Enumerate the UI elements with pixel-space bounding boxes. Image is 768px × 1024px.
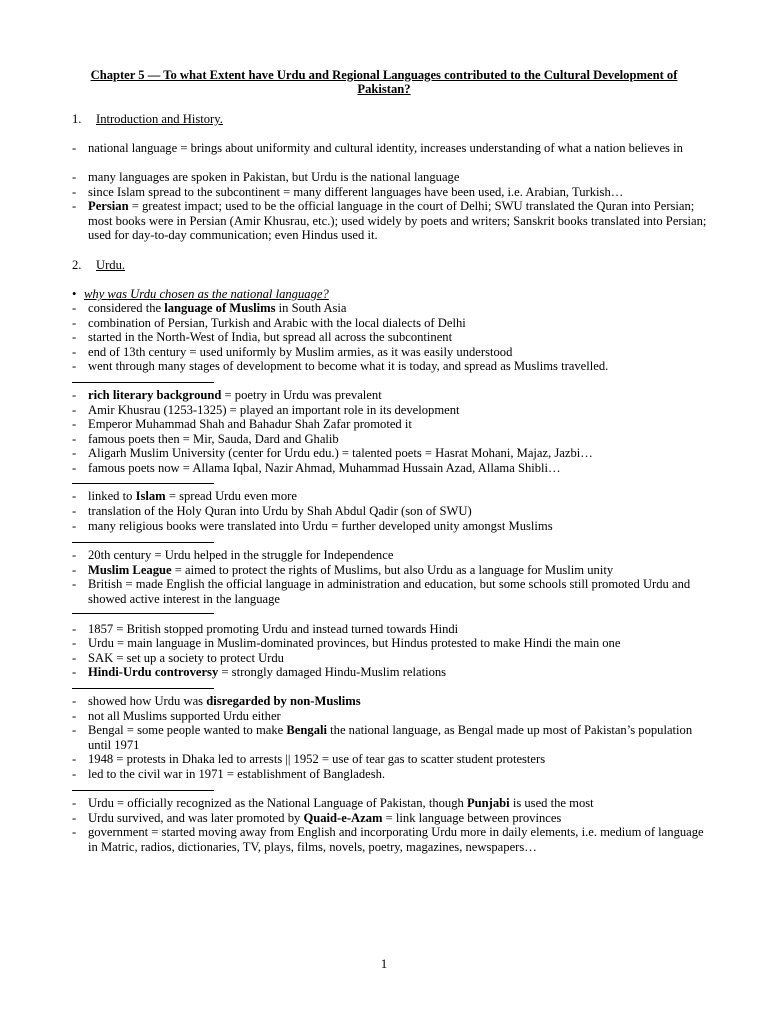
bullet-marker: -: [72, 170, 77, 184]
bullet-item: [72, 199, 712, 243]
bullet-item: [72, 359, 712, 374]
bullet-marker: -: [72, 345, 77, 359]
bullet-marker: -: [72, 185, 77, 199]
bullet-text-part: = spread Urdu even more: [165, 489, 297, 503]
bullet-item: [72, 403, 712, 418]
bullet-text-part: many languages are spoken in Pakistan, but Urdu is the national language: [88, 170, 460, 184]
bullet-text-part: 1857 = British stopped promoting Urdu and instead turned towards Hindi: [88, 622, 459, 636]
bullet-text: [88, 461, 712, 476]
bullet-emphasis: disregarded by non-Muslims: [206, 694, 361, 708]
bullet-emphasis: Muslim League: [88, 563, 172, 577]
group-separator: [72, 542, 214, 543]
bullet-text: [88, 723, 712, 752]
bullet-marker: -: [72, 694, 77, 708]
bullet-text: [88, 519, 712, 534]
bullet-marker: -: [72, 446, 77, 460]
bullet-item: [72, 665, 712, 680]
bullet-text: [88, 141, 712, 156]
bullet-marker: -: [72, 548, 77, 562]
bullet-marker: -: [72, 403, 77, 417]
bullet-marker: -: [72, 665, 77, 679]
bullet-text-part: 20th century = Urdu helped in the struggle for Independence: [88, 548, 394, 562]
bullet-text-part: since Islam spread to the subcontinent = many different languages have been used, i.e. Arabian, Turkish…: [88, 185, 624, 199]
bullet-marker: -: [72, 563, 77, 577]
bullet-item: [72, 622, 712, 637]
bullet-emphasis: rich literary background: [88, 388, 222, 402]
bullet-marker: -: [72, 651, 77, 665]
bullet-marker: -: [72, 825, 77, 839]
section-heading: [72, 112, 223, 127]
bullet-marker: -: [72, 811, 77, 825]
bullet-text: [88, 417, 712, 432]
group-separator: [72, 382, 214, 383]
bullet-text-part: Urdu survived, and was later promoted by: [88, 811, 304, 825]
question-text: why was Urdu chosen as the national language?: [84, 287, 329, 301]
bullet-marker: -: [72, 141, 77, 155]
bullet-text: [88, 622, 712, 637]
bullet-item: [72, 811, 712, 826]
bullet-item: [72, 388, 712, 403]
bullet-emphasis: language of Muslims: [164, 301, 276, 315]
bullet-item: [72, 301, 712, 316]
section-heading-text: Urdu.: [96, 258, 126, 272]
bullet-emphasis: Islam: [135, 489, 166, 503]
bullet-item: [72, 709, 712, 724]
bullet-text: [88, 403, 712, 418]
bullet-text-part: went through many stages of development to become what it is today, and spread as Muslims travelled.: [88, 359, 609, 373]
bullet-item: [72, 461, 712, 476]
bullet-text: [88, 504, 712, 519]
question-marker: •: [72, 287, 77, 301]
bullet-item: [72, 504, 712, 519]
bullet-text: [88, 636, 712, 651]
bullet-text: [88, 825, 712, 854]
bullet-text-part: = poetry in Urdu was prevalent: [221, 388, 382, 402]
bullet-text: [88, 709, 712, 724]
bullet-text-part: Aligarh Muslim University (center for Urdu edu.) = talented poets = Hasrat Mohani, Majaz, Jazbi…: [88, 446, 593, 460]
bullet-text-part: = aimed to protect the rights of Muslims, but also Urdu as a language for Muslim unity: [171, 563, 614, 577]
group-separator: [72, 688, 214, 689]
group-separator: [72, 483, 214, 484]
bullet-item: [72, 170, 712, 185]
bullet-text: [88, 651, 712, 666]
bullet-item: [72, 723, 712, 752]
bullet-marker: -: [72, 622, 77, 636]
bullet-marker: -: [72, 417, 77, 431]
page-number: 1: [380, 956, 388, 971]
question-line: [72, 287, 329, 302]
bullet-text: [88, 388, 712, 403]
bullet-marker: -: [72, 504, 77, 518]
bullet-item: [72, 796, 712, 811]
bullet-text-part: famous poets now = Allama Iqbal, Nazir Ahmad, Muhammad Hussain Azad, Allama Shibli…: [88, 461, 561, 475]
bullet-marker: -: [72, 199, 77, 213]
bullet-item: [72, 417, 712, 432]
bullet-emphasis: Persian: [88, 199, 129, 213]
bullet-text: [88, 359, 712, 374]
bullet-text: [88, 316, 712, 331]
bullet-item: [72, 767, 712, 782]
bullet-text: [88, 811, 712, 826]
bullet-item: [72, 345, 712, 360]
page-title: Chapter 5 — To what Extent have Urdu and Regional Languages contributed to the Cultural Development of Pakistan?: [90, 68, 678, 97]
bullet-text-part: SAK = set up a society to protect Urdu: [88, 651, 284, 665]
bullet-emphasis: Quaid-e-Azam: [303, 811, 383, 825]
bullet-item: [72, 651, 712, 666]
section-number: 2.: [72, 258, 82, 272]
bullet-marker: -: [72, 432, 77, 446]
bullet-text-part: many religious books were translated into Urdu = further developed unity amongst Muslims: [88, 519, 553, 533]
bullet-text: [88, 563, 712, 578]
bullet-text: [88, 170, 712, 185]
bullet-text-part: in South Asia: [275, 301, 347, 315]
section-heading-text: Introduction and History.: [96, 112, 223, 126]
bullet-emphasis: Bengali: [286, 723, 327, 737]
bullet-text-part: = greatest impact; used to be the official language in the court of Delhi; SWU translated the Quran into Persian; most books were in Persian (Amir Khusrau, etc.); used widely by poets and writers; Sanskrit books translated into Persian; used for day-to-day communication; even Hindus used it.: [88, 199, 707, 243]
bullet-marker: -: [72, 767, 77, 781]
bullet-text-part: = link language between provinces: [382, 811, 562, 825]
bullet-marker: -: [72, 330, 77, 344]
bullet-marker: -: [72, 577, 77, 591]
group-separator: [72, 790, 214, 791]
bullet-text-part: national language = brings about uniformity and cultural identity, increases understanding of what a nation believes in: [88, 141, 683, 155]
bullet-text-part: started in the North-West of India, but spread all across the subcontinent: [88, 330, 453, 344]
bullet-item: [72, 548, 712, 563]
bullet-item: [72, 519, 712, 534]
bullet-item: [72, 141, 712, 156]
bullet-marker: -: [72, 388, 77, 402]
bullet-marker: -: [72, 489, 77, 503]
bullet-item: [72, 330, 712, 345]
bullet-text-part: end of 13th century = used uniformly by Muslim armies, as it was easily understood: [88, 345, 513, 359]
bullet-text: [88, 796, 712, 811]
bullet-item: [72, 825, 712, 854]
bullet-text: [88, 301, 712, 316]
bullet-text-part: Amir Khusrau (1253-1325) = played an important role in its development: [88, 403, 460, 417]
bullet-text: [88, 548, 712, 563]
bullet-emphasis: Hindi-Urdu controversy: [88, 665, 219, 679]
bullet-text: [88, 577, 712, 606]
bullet-text: [88, 446, 712, 461]
bullet-item: [72, 446, 712, 461]
group-separator: [72, 613, 214, 614]
bullet-text-part: considered the: [88, 301, 165, 315]
bullet-item: [72, 636, 712, 651]
bullet-marker: -: [72, 709, 77, 723]
bullet-item: [72, 432, 712, 447]
bullet-item: [72, 563, 712, 578]
bullet-text-part: = strongly damaged Hindu-Muslim relations: [218, 665, 447, 679]
bullet-text: [88, 185, 712, 200]
bullet-text-part: showed how Urdu was: [88, 694, 207, 708]
bullet-text-part: led to the civil war in 1971 = establishment of Bangladesh.: [88, 767, 386, 781]
bullet-text-part: combination of Persian, Turkish and Arabic with the local dialects of Delhi: [88, 316, 466, 330]
bullet-text: [88, 665, 712, 680]
bullet-item: [72, 694, 712, 709]
bullet-marker: -: [72, 723, 77, 737]
bullet-item: [72, 489, 712, 504]
bullet-text-part: Urdu = main language in Muslim-dominated provinces, but Hindus protested to make Hindi the main one: [88, 636, 621, 650]
bullet-text-part: British = made English the official language in administration and education, but some schools still promoted Urdu and showed active interest in the language: [88, 577, 691, 606]
bullet-marker: -: [72, 359, 77, 373]
bullet-marker: -: [72, 301, 77, 315]
bullet-text: [88, 694, 712, 709]
bullet-text: [88, 767, 712, 782]
bullet-item: [72, 316, 712, 331]
bullet-item: [72, 185, 712, 200]
bullet-marker: -: [72, 316, 77, 330]
bullet-text-part: the national language, as Bengal made up most of Pakistan’s population until 1971: [88, 723, 693, 752]
bullet-text: [88, 330, 712, 345]
bullet-marker: -: [72, 636, 77, 650]
bullet-text-part: linked to: [88, 489, 136, 503]
section-number: 1.: [72, 112, 82, 126]
bullet-text-part: Bengal = some people wanted to make: [88, 723, 287, 737]
bullet-text: [88, 432, 712, 447]
bullet-item: [72, 752, 712, 767]
bullet-marker: -: [72, 796, 77, 810]
bullet-text: [88, 752, 712, 767]
bullet-text-part: translation of the Holy Quran into Urdu by Shah Abdul Qadir (son of SWU): [88, 504, 472, 518]
bullet-text-part: government = started moving away from English and incorporating Urdu more in daily elements, i.e. medium of language in Matric, radios, dictionaries, TV, plays, films, novels, poetry, magazines, newspapers…: [88, 825, 704, 854]
section-heading: [72, 258, 125, 273]
bullet-text: [88, 345, 712, 360]
bullet-text-part: Urdu = officially recognized as the National Language of Pakistan, though: [88, 796, 467, 810]
bullet-text: [88, 489, 712, 504]
bullet-emphasis: Punjabi: [466, 796, 510, 810]
bullet-text-part: is used the most: [509, 796, 594, 810]
bullet-text-part: famous poets then = Mir, Sauda, Dard and Ghalib: [88, 432, 339, 446]
bullet-item: [72, 577, 712, 606]
bullet-text-part: 1948 = protests in Dhaka led to arrests || 1952 = use of tear gas to scatter student protesters: [88, 752, 546, 766]
bullet-text: [88, 199, 712, 243]
bullet-marker: -: [72, 519, 77, 533]
bullet-text-part: not all Muslims supported Urdu either: [88, 709, 281, 723]
bullet-marker: -: [72, 752, 77, 766]
bullet-text-part: Emperor Muhammad Shah and Bahadur Shah Zafar promoted it: [88, 417, 412, 431]
bullet-marker: -: [72, 461, 77, 475]
